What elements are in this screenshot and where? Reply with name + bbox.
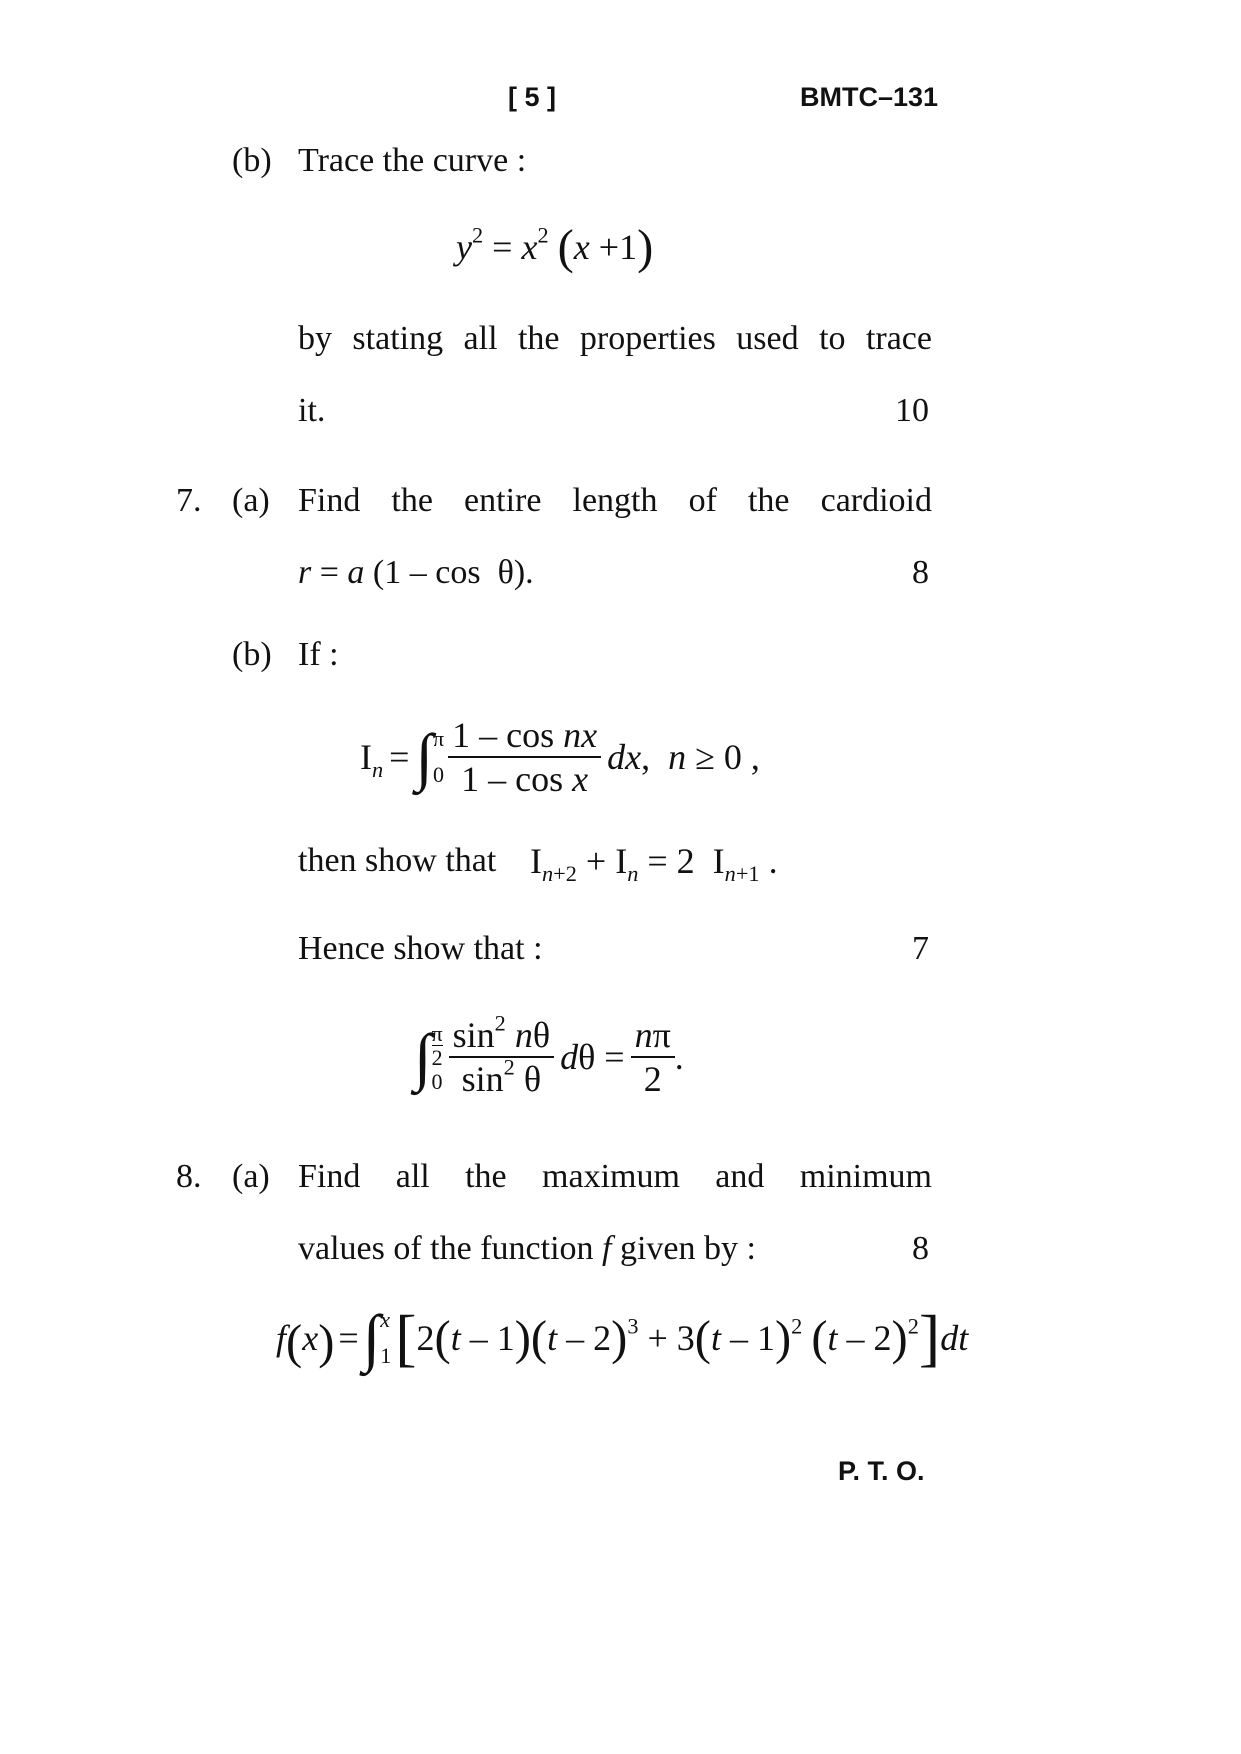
q6b-prompt: Trace the curve : [298, 142, 527, 179]
q8a-label: (a) [232, 1158, 270, 1195]
page-number: [ 5 ] [508, 82, 557, 112]
q8a-marks: 8 [912, 1230, 929, 1267]
q8a-line-1: Find all the maximum and minimum [298, 1158, 932, 1195]
q7b-integral-definition: $I_n$ = ∫ π 0 $\frac{\text{1 – cos nx}}{\text{1 – cos x}}$ dx, n ≥ 0 , [360, 715, 760, 799]
q7a-line-1: Find the entire length of the cardioid [298, 482, 932, 519]
q7b-hence-text: Hence show that : [298, 930, 543, 967]
q7b-marks: 7 [912, 930, 929, 967]
pto-footer: P. T. O. [838, 1456, 925, 1486]
q6b-line-2: it. [298, 392, 326, 429]
q6b-label: (b) [232, 142, 272, 179]
q7a-label: (a) [232, 482, 270, 519]
q7-number: 7. [176, 482, 202, 519]
q7b-prompt: If : [298, 636, 339, 673]
q6b-line-1: by stating all the properties used to trace [298, 320, 932, 357]
q7a-cardioid-equation: r = a (1 – cos θ). [298, 554, 534, 591]
q6b-marks: 10 [895, 392, 929, 429]
q7b-label: (b) [232, 636, 272, 673]
q8a-line-2-post: given by : [619, 1230, 756, 1267]
q8a-line-2-var: f [602, 1230, 612, 1267]
q7b-show-text: then show that [298, 842, 497, 879]
q6b-curve-equation: $y^2 = x^2$ (x +1) [456, 220, 654, 274]
q8a-function-definition: f ( x ) = ∫ x 1 [ 2(t – 1)(t – 2)$^3$ + 3(t – 1)$^2$ (t – 2)$^2$ ] dt [276, 1302, 969, 1373]
q8-number: 8. [176, 1158, 202, 1195]
q7a-marks: 8 [912, 554, 929, 591]
q7b-recurrence-relation: $I_{n+2} + I_n = 2$ $I_{n+1}$ . [530, 841, 778, 886]
q8a-line-2 [298, 1230, 756, 1268]
course-code: BMTC–131 [800, 82, 939, 112]
q7b-result-integral: ∫ π 2 0 $\frac{\sin^2 n\theta}{\sin^2 \theta}$ dθ = $\frac{n\pi}{2}$ . [414, 1010, 684, 1099]
q8a-line-2-pre: values of the function [298, 1230, 594, 1267]
